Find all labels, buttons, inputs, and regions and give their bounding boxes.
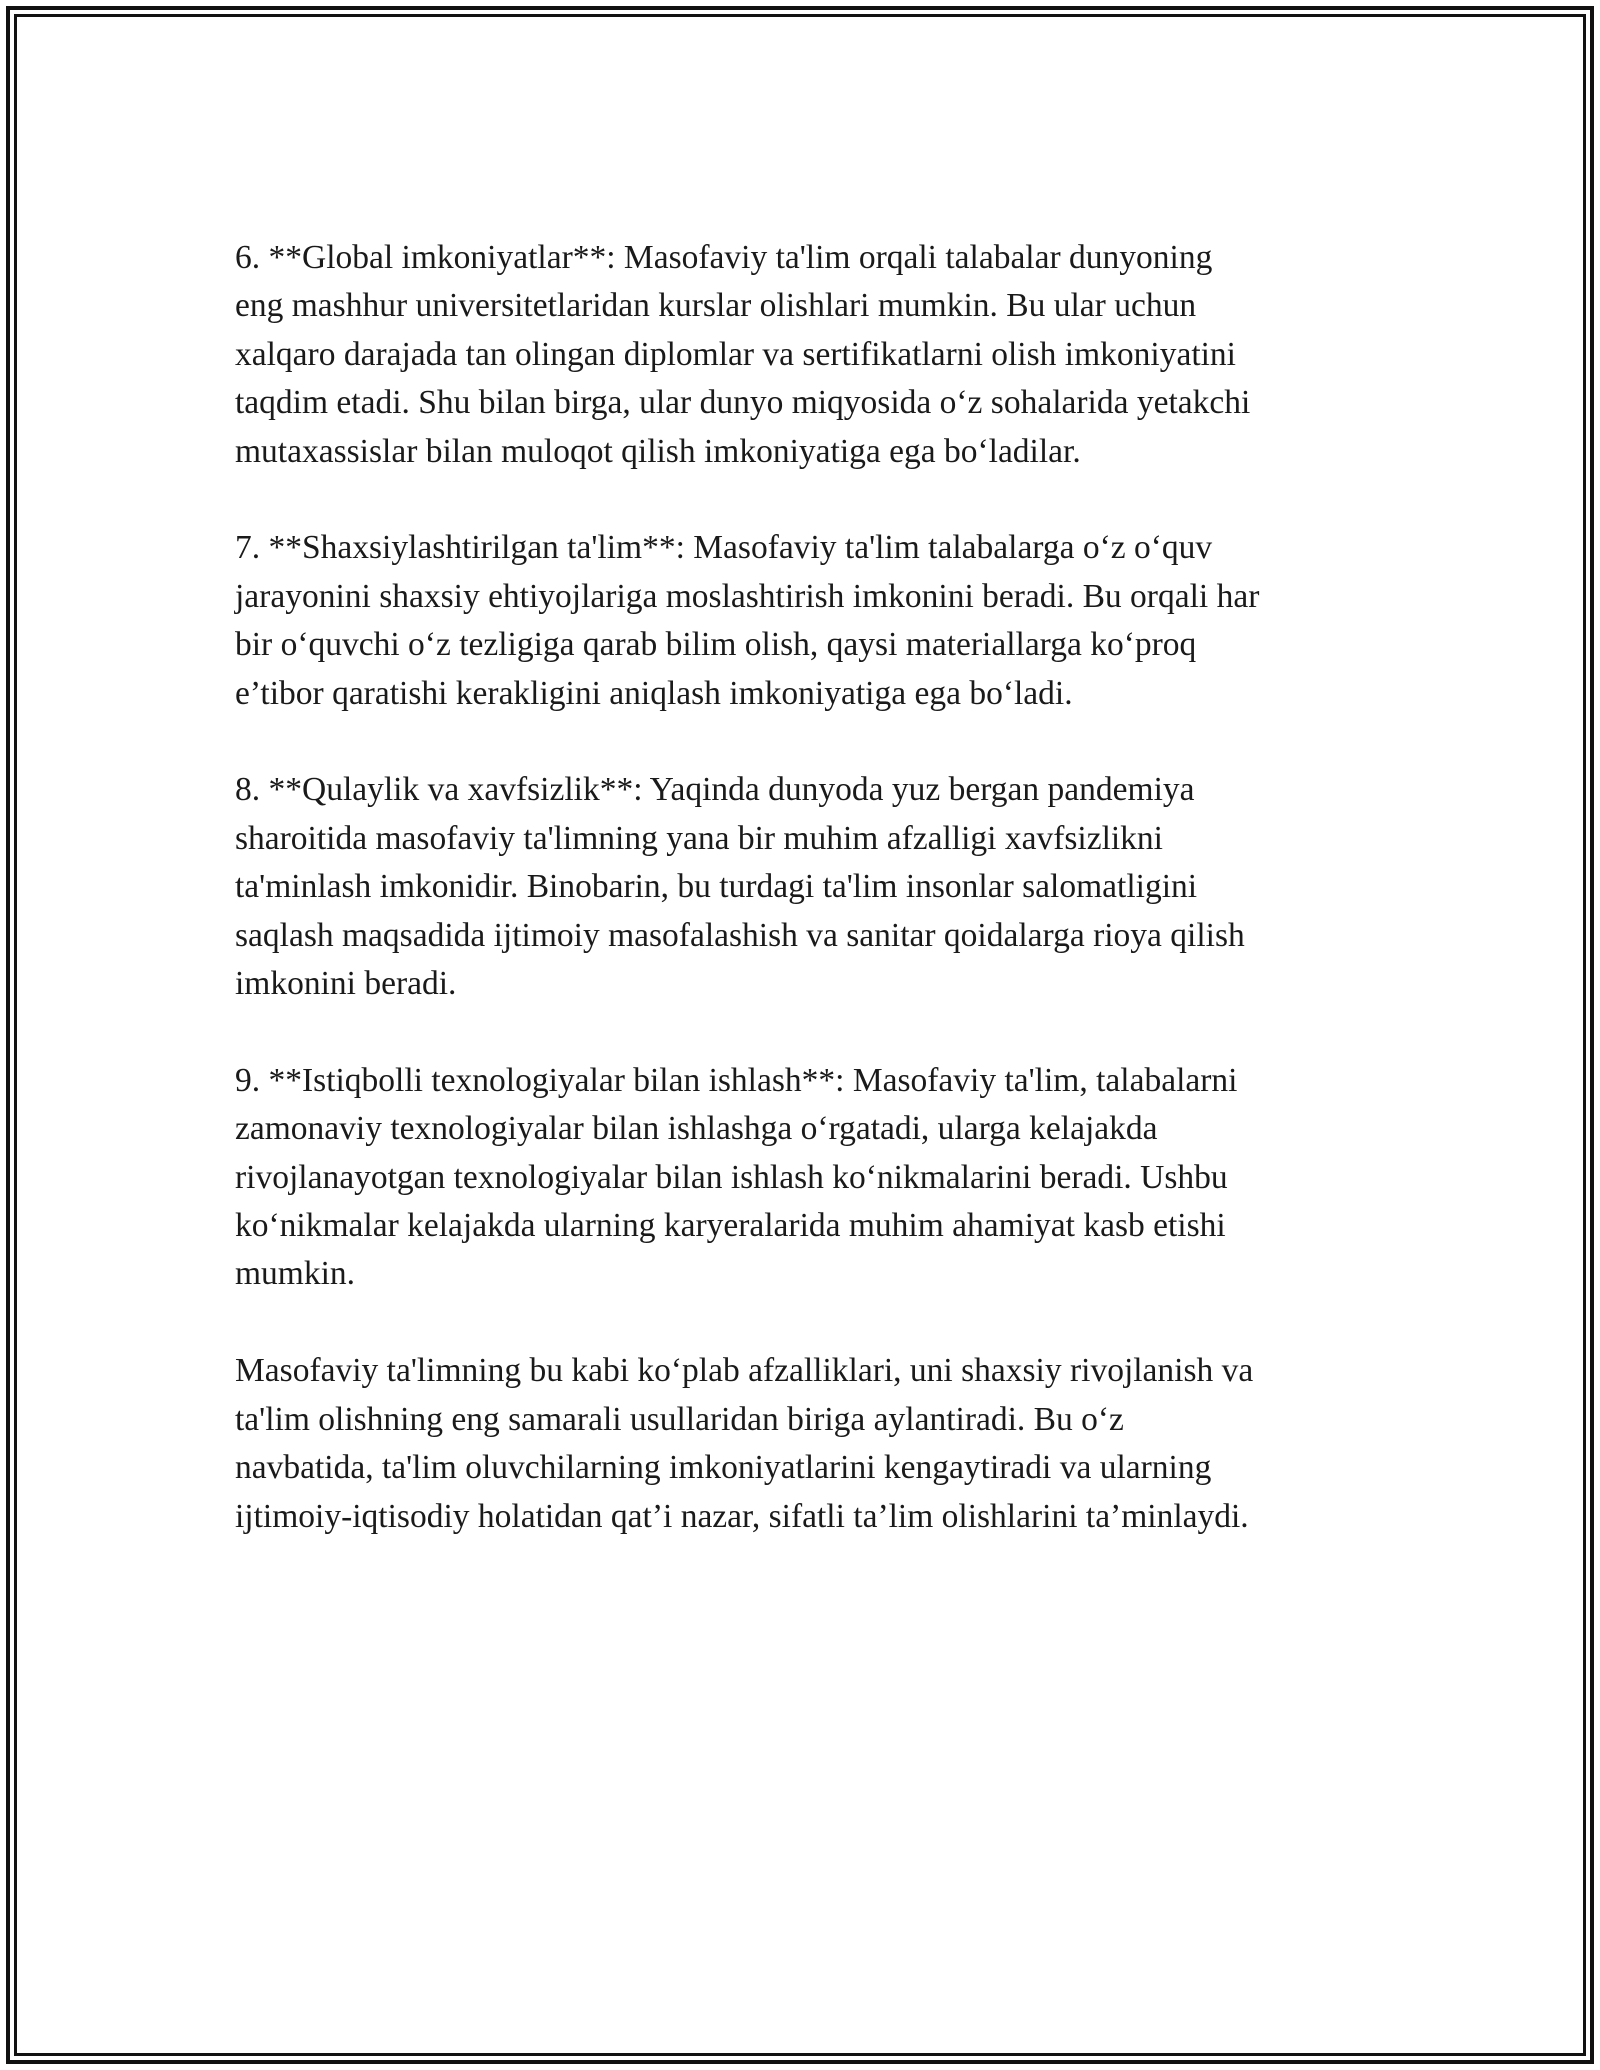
text-line: ta'lim olishning eng samarali usullaridan biriga aylantiradi. Bu o‘z bbox=[235, 1400, 1124, 1438]
text-line: 7. **Shaxsiylashtirilgan ta'lim**: Masofaviy ta'lim talabalarga o‘z o‘quv bbox=[235, 529, 1213, 567]
text-line: imkonini beradi. bbox=[235, 965, 457, 1003]
text-line: e’tibor qaratishi kerakligini aniqlash imkoniyatiga ega bo‘ladi. bbox=[235, 674, 1073, 712]
paragraph-personalized-learning bbox=[235, 524, 1370, 718]
text-line: zamonaviy texnologiyalar bilan ishlashga o‘rgatadi, ularga kelajakda bbox=[235, 1110, 1158, 1148]
text-line: bir o‘quvchi o‘z tezligiga qarab bilim olish, qaysi materiallarga ko‘proq bbox=[235, 626, 1197, 664]
text-line: 9. **Istiqbolli texnologiyalar bilan ishlash**: Masofaviy ta'lim, talabalarni bbox=[235, 1061, 1238, 1099]
paragraph-future-technologies bbox=[235, 1057, 1370, 1299]
text-line: jarayonini shaxsiy ehtiyojlariga moslashtirish imkonini beradi. Bu orqali har bbox=[235, 577, 1260, 615]
text-line: 6. **Global imkoniyatlar**: Masofaviy ta'lim orqali talabalar dunyoning bbox=[235, 239, 1213, 276]
text-line: mumkin. bbox=[235, 1255, 356, 1293]
text-line: ta'minlash imkonidir. Binobarin, bu turdagi ta'lim insonlar salomatligini bbox=[235, 868, 1198, 906]
text-line: taqdim etadi. Shu bilan birga, ular dunyo miqyosida o‘z sohalarida yetakchi bbox=[235, 384, 1251, 422]
text-line: 8. **Qulaylik va xavfsizlik**: Yaqinda dunyoda yuz bergan pandemiya bbox=[235, 771, 1195, 809]
text-line: ijtimoiy-iqtisodiy holatidan qat’i nazar, sifatli ta’lim olishlarini ta’minlaydi. bbox=[235, 1497, 1249, 1535]
text-line: ko‘nikmalar kelajakda ularning karyeralarida muhim ahamiyat kasb etishi bbox=[235, 1207, 1226, 1245]
text-line: navbatida, ta'lim oluvchilarning imkoniyatlarini kengaytiradi va ularning bbox=[235, 1449, 1212, 1487]
paragraph-conclusion bbox=[235, 1347, 1370, 1541]
text-line: sharoitida masofaviy ta'limning yana bir muhim afzalligi xavfsizlikni bbox=[235, 819, 1163, 857]
text-line: mutaxassislar bilan muloqot qilish imkoniyatiga ega bo‘ladilar. bbox=[235, 432, 1081, 470]
document-body bbox=[235, 234, 1370, 1589]
text-line: Masofaviy ta'limning bu kabi ko‘plab afzalliklari, uni shaxsiy rivojlanish va bbox=[235, 1352, 1254, 1390]
paragraph-global-opportunities bbox=[235, 234, 1370, 476]
text-line: saqlash maqsadida ijtimoiy masofalashish va sanitar qoidalarga rioya qilish bbox=[235, 916, 1245, 954]
text-line: rivojlanayotgan texnologiyalar bilan ishlash ko‘nikmalarini beradi. Ushbu bbox=[235, 1158, 1228, 1196]
text-line: xalqaro darajada tan olingan diplomlar va sertifikatlarni olish imkoniyatini bbox=[235, 335, 1236, 373]
paragraph-convenience-safety bbox=[235, 766, 1370, 1008]
text-line: eng mashhur universitetlaridan kurslar olishlari mumkin. Bu ular uchun bbox=[235, 287, 1197, 325]
